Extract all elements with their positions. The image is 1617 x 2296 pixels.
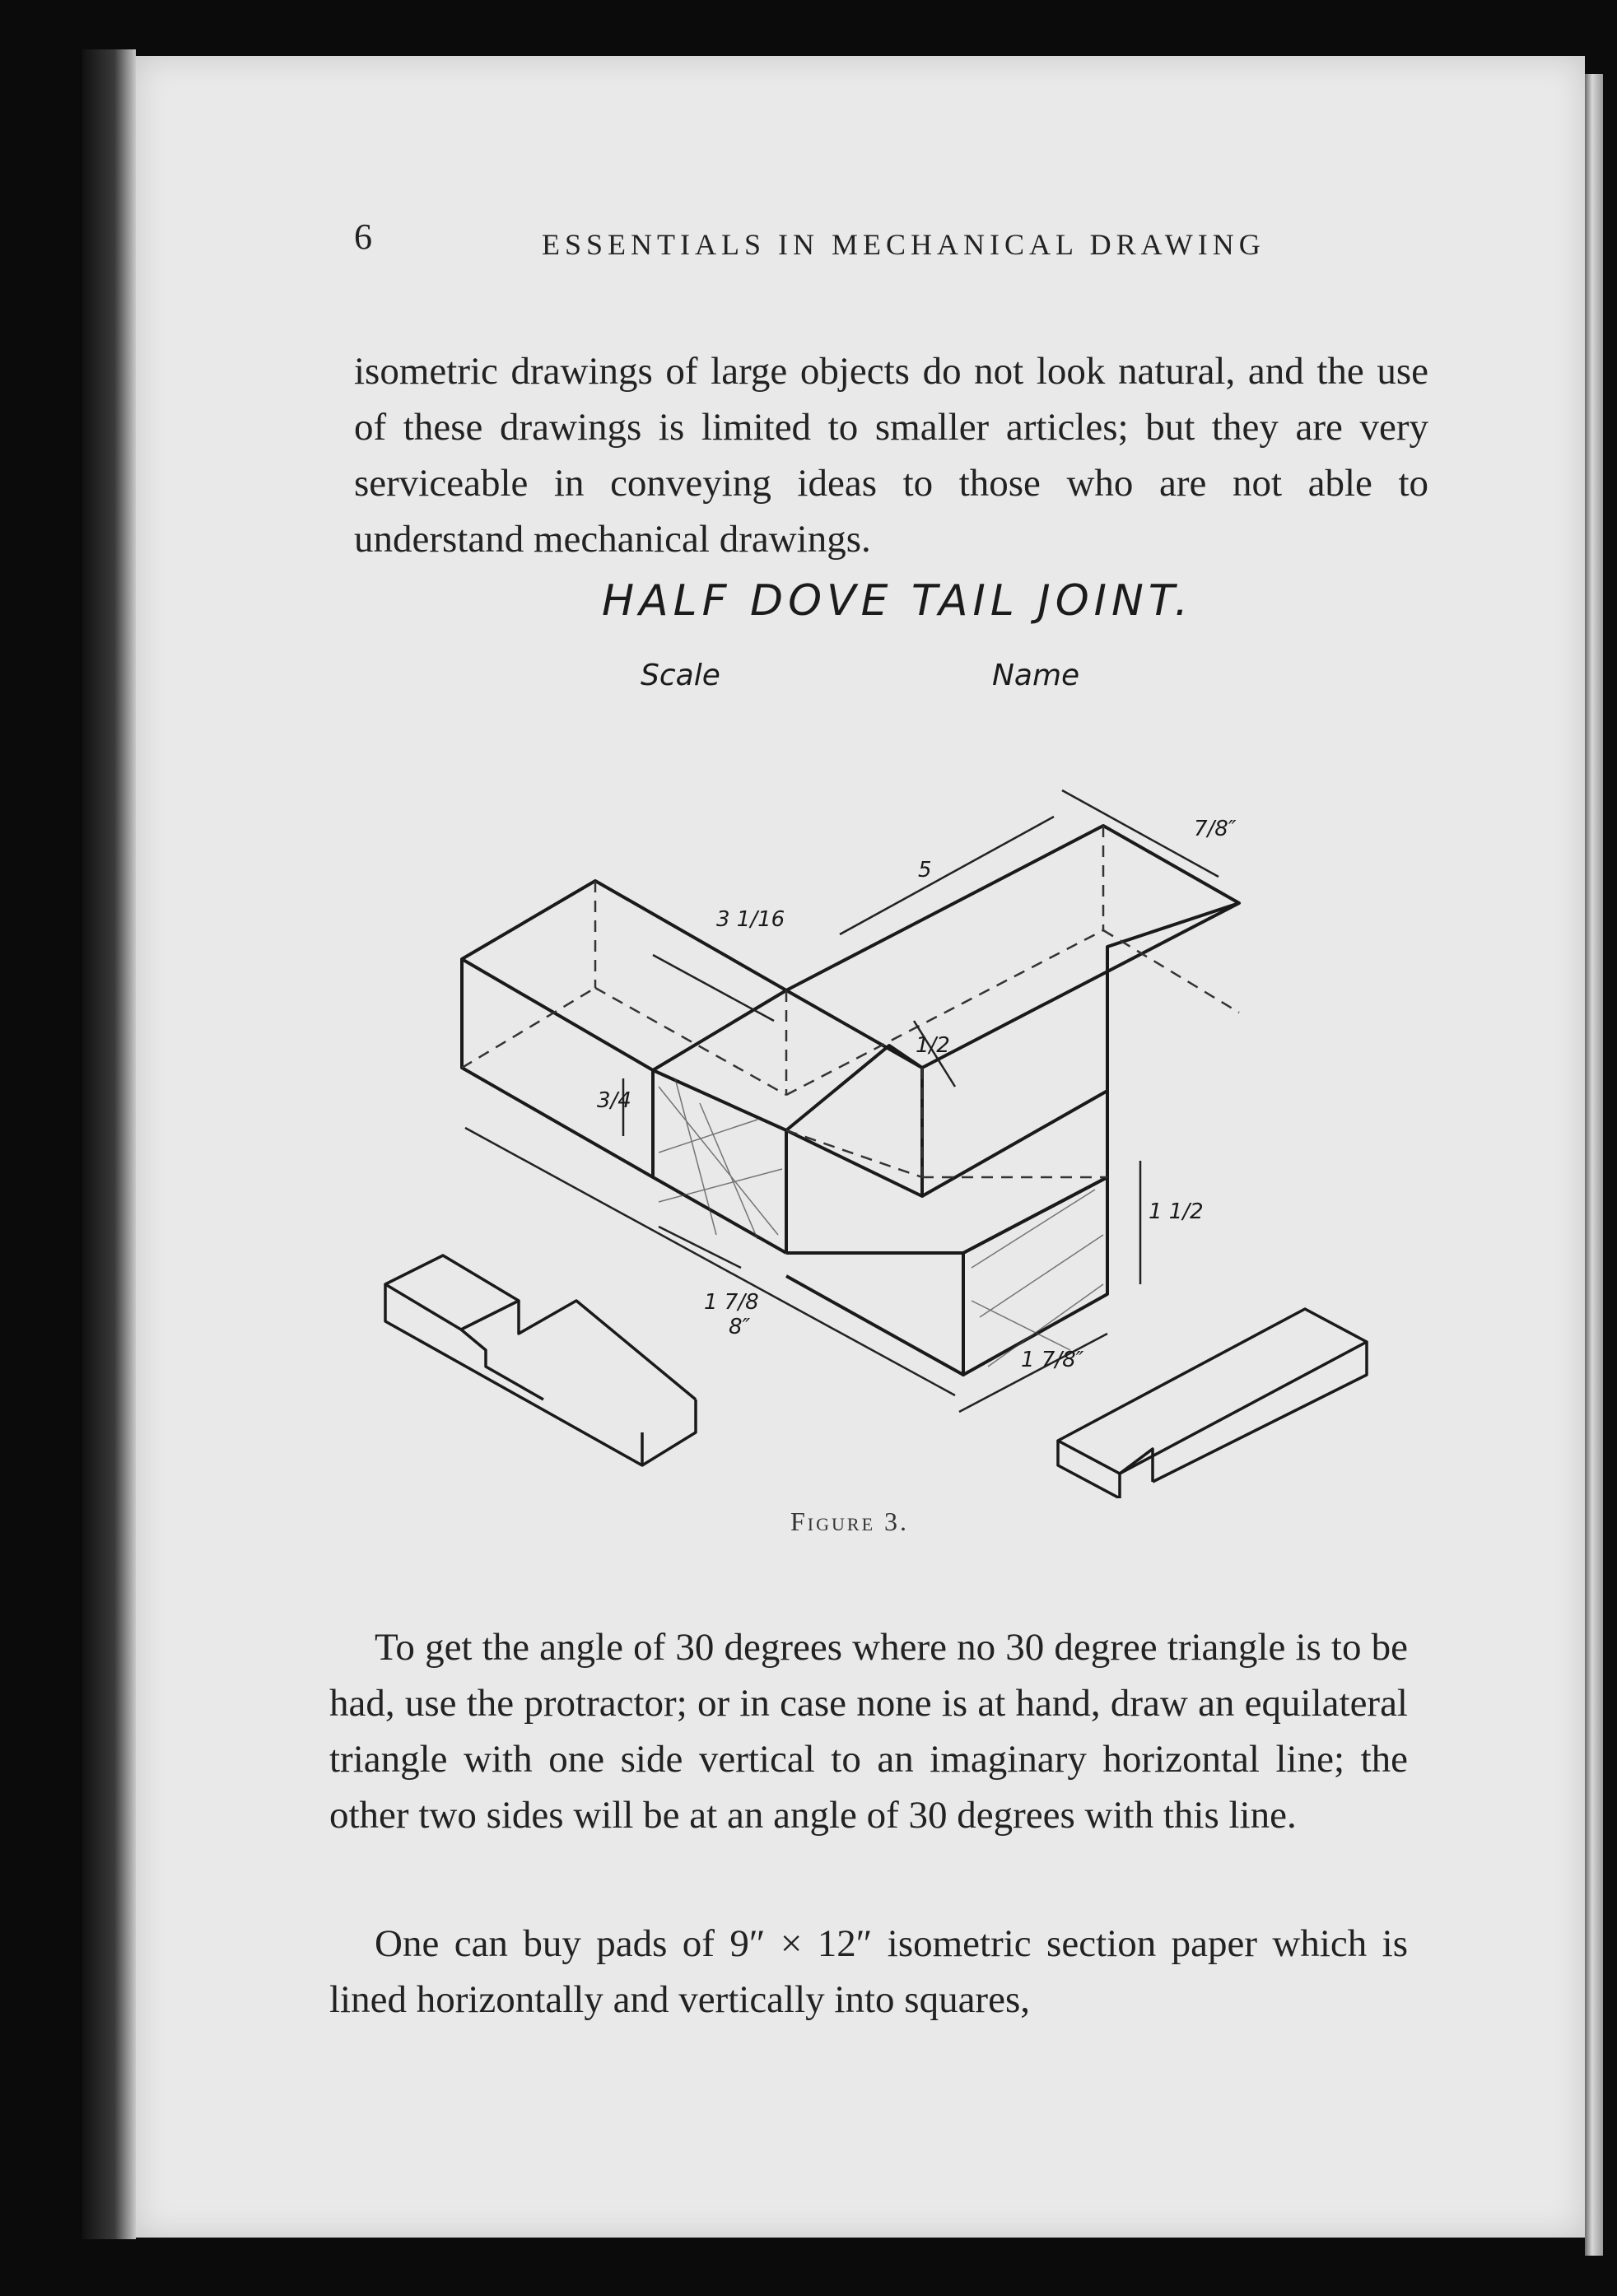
book-spine-edge [82,49,136,2239]
joint-left-side [462,959,653,1177]
drawing-title: HALF DOVE TAIL JOINT. [601,576,1194,626]
name-label: Name [992,659,1080,692]
isometric-joint-drawing [329,741,1416,1498]
page-edge [1585,74,1603,2256]
dimension-1-2-small: 1/2 [916,1033,950,1058]
dimension-1-7-8-bottom: 1 7/8″ [1021,1348,1084,1372]
figure-caption: Figure 3. [790,1507,910,1536]
dimension-1-7-8-left: 1 7/8 [704,1290,759,1315]
page-number: 6 [354,217,372,257]
block-front-face [786,1253,963,1375]
page-header [354,216,1424,265]
dimension-1-1-2: 1 1/2 [1149,1199,1204,1224]
paragraph-isometric-intro: isometric drawings of large objects do not look natural, and the use of these drawings is limited to smaller articles; but they are very serviceable in conveying ideas to those who are not able to understand mechanical drawings. [354,350,1428,561]
dimension-7-8-top: 7/8″ [1194,817,1237,841]
dimension-8: 8″ [729,1315,751,1339]
running-head: ESSENTIALS IN MECHANICAL DRAWING [542,228,1265,261]
left-part-sketch [385,1255,696,1465]
scale-label: Scale [641,659,720,692]
right-part-sketch [1058,1309,1367,1498]
paragraph-section-paper: One can buy pads of 9″ × 12″ isometric section paper which is lined horizontally and vertically into squares, [329,1922,1408,2021]
dovetail-shoulder [786,1046,922,1196]
long-arm-top-face [786,826,1239,1068]
dimension-5: 5 [918,858,932,883]
arm-right-edge [922,903,1239,1196]
dimension-3-1-16: 3 1/16 [716,907,785,932]
paragraph-angle-method: To get the angle of 30 degrees where no 30 degree triangle is to be had, use the protractor; or in case none is at hand, draw an equilateral triangle with one side vertical to an imaginary horizontal line; the other two sides will be at an angle of 30 degrees with this line. [329,1626,1408,1837]
dimension-3-4: 3/4 [597,1088,631,1113]
block-front-bottom [786,1091,1107,1253]
